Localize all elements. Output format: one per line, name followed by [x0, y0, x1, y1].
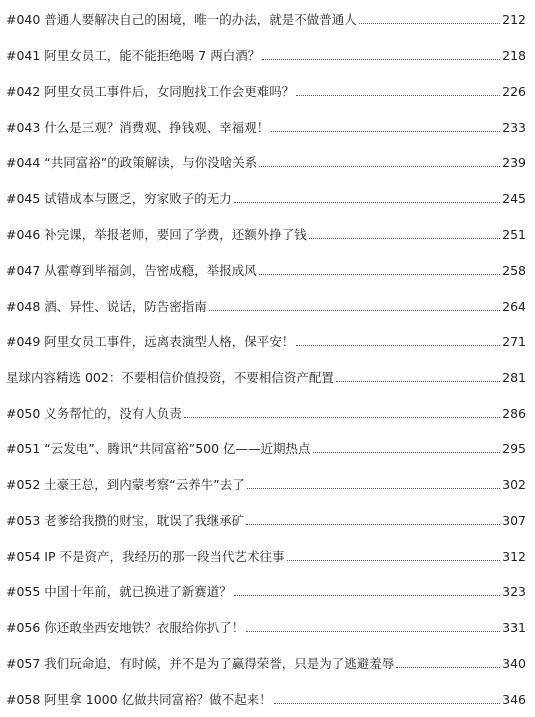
toc-entry-title: #054 IP 不是资产，我经历的那一段当代艺术往事: [6, 549, 285, 564]
toc-entry-title: #055 中国十年前，就已换进了新赛道？: [6, 584, 232, 599]
dot-leader: [396, 667, 500, 668]
toc-entry-page: 218: [502, 48, 526, 63]
toc-entry-title: #040 普通人要解决自己的困境，唯一的办法，就是不做普通人: [6, 12, 357, 27]
toc-entry-page: 239: [502, 155, 526, 170]
dot-leader: [209, 310, 500, 311]
toc-entry-page: 281: [502, 370, 526, 385]
toc-entry-page: 331: [502, 620, 526, 635]
toc-entry[interactable]: [6, 616, 526, 636]
toc-entry[interactable]: [6, 187, 526, 207]
dot-leader: [296, 95, 500, 96]
dot-leader: [246, 524, 500, 525]
toc-entry[interactable]: [6, 402, 526, 422]
toc-entry[interactable]: [6, 509, 526, 529]
toc-entry[interactable]: [6, 330, 526, 350]
toc-entry-title: 星球内容精选 002：不要相信价值投资，不要相信资产配置: [6, 370, 334, 385]
toc-entry-page: 245: [502, 191, 526, 206]
toc-entry-title: #042 阿里女员工事件后，女同胞找工作会更难吗？: [6, 84, 295, 99]
dot-leader: [336, 381, 500, 382]
toc-entry-page: 295: [502, 441, 526, 456]
toc-entry-title: #056 你还敢坐西安地铁？衣服给你扒了！: [6, 620, 245, 635]
dot-leader: [246, 631, 500, 632]
toc-entry-page: 340: [502, 656, 526, 671]
toc-entry[interactable]: [6, 259, 526, 279]
toc-entry-page: 286: [502, 406, 526, 421]
toc-entry-title: #057 我们玩命追，有时候，并不是为了赢得荣誉，只是为了逃避羞辱: [6, 656, 395, 671]
toc-entry-page: 258: [502, 263, 526, 278]
toc-entry[interactable]: [6, 688, 526, 708]
toc-entry-page: 271: [502, 334, 526, 349]
dot-leader: [313, 452, 501, 453]
toc-entry-page: 312: [502, 549, 526, 564]
toc-entry-title: #049 阿里女员工事件，远离表演型人格，保平安！: [6, 334, 295, 349]
toc-entry[interactable]: [6, 652, 526, 672]
toc-entry[interactable]: [6, 223, 526, 243]
toc-entry-page: 307: [502, 513, 526, 528]
dot-leader: [359, 23, 500, 24]
toc-entry-page: 251: [502, 227, 526, 242]
toc-entry[interactable]: [6, 44, 526, 64]
toc-entry-title: #043 什么是三观？消费观、挣钱观、幸福观！: [6, 120, 270, 135]
toc-entry-title: #051 “云发电”、腾讯“共同富裕”500 亿——近期热点: [6, 441, 311, 456]
dot-leader: [296, 345, 500, 346]
toc-entry[interactable]: [6, 580, 526, 600]
toc-entry-title: #045 试错成本与匮乏，穷家败子的无力: [6, 191, 232, 206]
toc-entry-page: 233: [502, 120, 526, 135]
dot-leader: [287, 560, 501, 561]
dot-leader: [309, 238, 500, 239]
toc-entry-title: #047 从霍尊到毕福剑，告密成瘾，举报成风: [6, 263, 257, 278]
toc-entry[interactable]: [6, 545, 526, 565]
toc-entry[interactable]: [6, 80, 526, 100]
toc-entry[interactable]: [6, 437, 526, 457]
dot-leader: [259, 274, 500, 275]
toc-entry-title: #048 酒、异性、说话，防告密指南: [6, 299, 207, 314]
toc-entry-page: 302: [502, 477, 526, 492]
toc-entry-title: #052 土豪王总，到内蒙考察“云养牛”去了: [6, 477, 245, 492]
dot-leader: [234, 595, 500, 596]
toc-entry[interactable]: [6, 8, 526, 28]
toc-entry-title: #044 “共同富裕”的政策解读，与你没啥关系: [6, 155, 258, 170]
toc-entry-title: #053 老爹给我攒的财宝，耽误了我继承矿: [6, 513, 245, 528]
toc-entry-page: 212: [502, 12, 526, 27]
dot-leader: [274, 703, 501, 704]
dot-leader: [259, 166, 500, 167]
toc-entry-page: 264: [502, 299, 526, 314]
toc-entry-title: #041 阿里女员工，能不能拒绝喝 7 两白酒？: [6, 48, 261, 63]
dot-leader: [271, 131, 500, 132]
toc-entry-page: 323: [502, 584, 526, 599]
toc-entry[interactable]: [6, 151, 526, 171]
toc-entry-title: #050 义务帮忙的，没有人负责: [6, 406, 182, 421]
toc-entry[interactable]: [6, 295, 526, 315]
dot-leader: [184, 417, 500, 418]
dot-leader: [234, 202, 500, 203]
toc-entry-page: 346: [502, 692, 526, 707]
toc-entry-title: #058 阿里拿 1000 亿做共同富裕？做不起来！: [6, 692, 272, 707]
toc-entry[interactable]: [6, 116, 526, 136]
toc-entry-page: 226: [502, 84, 526, 99]
toc-entry[interactable]: [6, 473, 526, 493]
dot-leader: [247, 488, 500, 489]
toc-entry[interactable]: [6, 366, 526, 386]
toc-entry-title: #046 补完课，举报老师，要回了学费，还额外挣了钱: [6, 227, 307, 242]
dot-leader: [262, 59, 500, 60]
